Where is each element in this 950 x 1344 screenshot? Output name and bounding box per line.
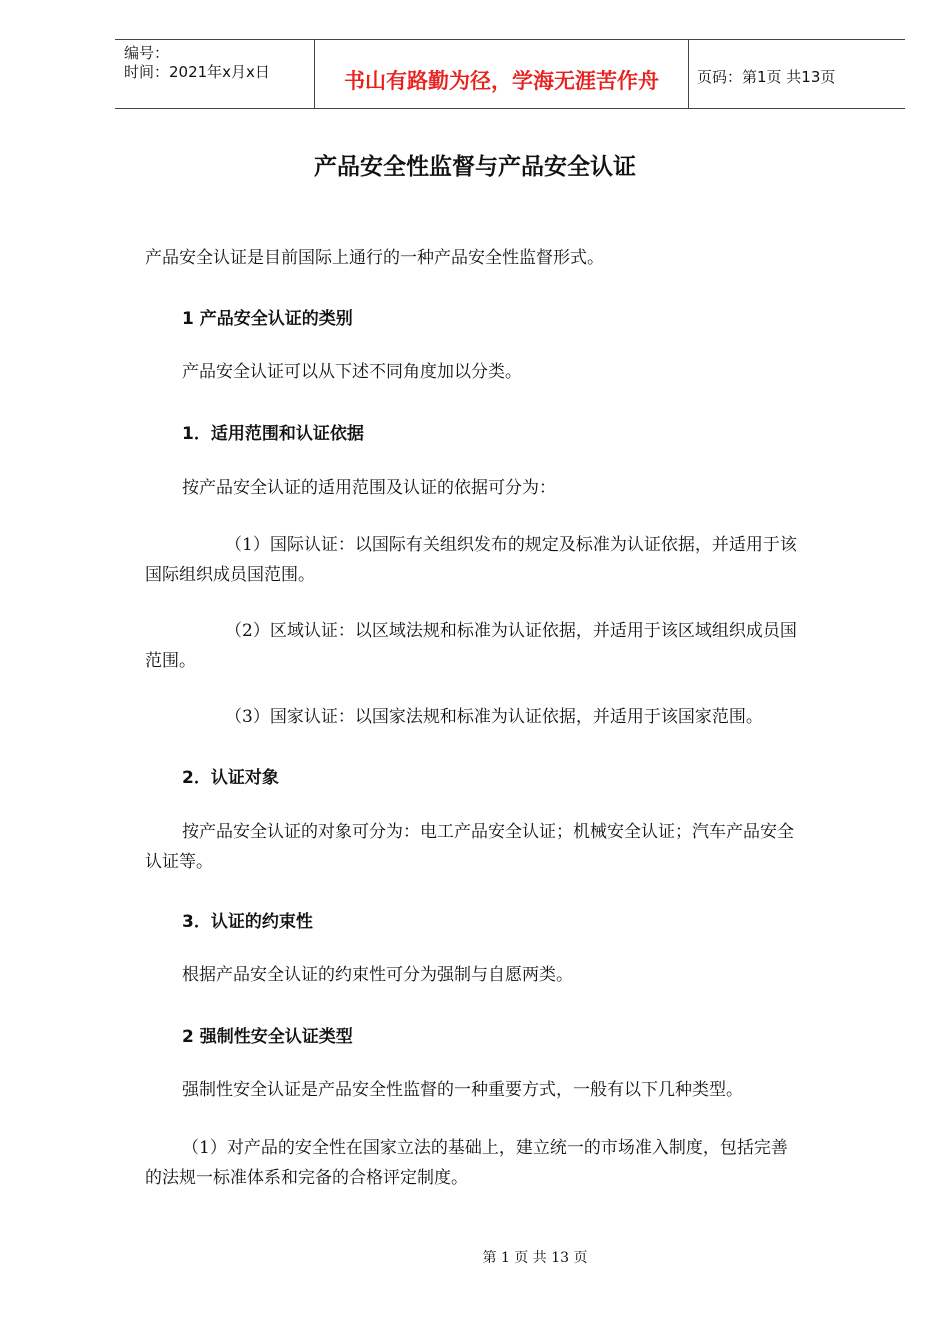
subsection-2-heading: 2．认证对象 [182, 768, 279, 788]
section-2-heading: 2 强制性安全认证类型 [182, 1027, 353, 1047]
section-2-item-1-line-2: 的法规一标准体系和完备的合格评定制度。 [145, 1168, 468, 1188]
number-label: 编号： [124, 44, 170, 62]
item-3-line-1: （3）国家认证：以国家法规和标准为认证依据，并适用于该国家范围。 [225, 707, 763, 727]
document-title: 产品安全性监督与产品安全认证 [314, 154, 636, 180]
motto-text: 书山有路勤为径，学海无涯苦作舟 [344, 69, 659, 93]
item-1-line-1: （1）国际认证：以国际有关组织发布的规定及标准为认证依据，并适用于该 [225, 535, 797, 555]
header-page-info: 页码：第1页 共13页 [697, 68, 836, 86]
item-1-line-2: 国际组织成员国范围。 [145, 565, 315, 585]
item-2-line-2: 范围。 [145, 651, 196, 671]
page-footer: 第 1 页 共 13 页 [482, 1250, 588, 1266]
section-1-paragraph: 产品安全认证可以从下述不同角度加以分类。 [182, 362, 522, 382]
subsection-2-line-1: 按产品安全认证的对象可分为：电工产品安全认证；机械安全认证；汽车产品安全 [182, 822, 794, 842]
header-motto-cell [315, 40, 689, 108]
time-label: 时间：2021年x月x日 [124, 63, 270, 81]
header-page-cell [689, 40, 905, 108]
subsection-1-heading: 1．适用范围和认证依据 [182, 424, 364, 444]
intro-paragraph: 产品安全认证是目前国际上通行的一种产品安全性监督形式。 [145, 248, 604, 268]
section-2-item-1-line-1: （1）对产品的安全性在国家立法的基础上，建立统一的市场准入制度，包括完善 [182, 1138, 788, 1158]
section-1-heading: 1 产品安全认证的类别 [182, 309, 353, 329]
subsection-1-paragraph: 按产品安全认证的适用范围及认证的依据可分为： [182, 478, 556, 498]
section-2-paragraph: 强制性安全认证是产品安全性监督的一种重要方式，一般有以下几种类型。 [182, 1080, 743, 1100]
header-meta-cell [115, 40, 315, 108]
item-2-line-1: （2）区域认证：以区域法规和标准为认证依据，并适用于该区域组织成员国 [225, 621, 797, 641]
subsection-3-paragraph: 根据产品安全认证的约束性可分为强制与自愿两类。 [182, 965, 573, 985]
subsection-3-heading: 3．认证的约束性 [182, 912, 313, 932]
document-header [115, 39, 905, 109]
subsection-2-line-2: 认证等。 [145, 852, 213, 872]
